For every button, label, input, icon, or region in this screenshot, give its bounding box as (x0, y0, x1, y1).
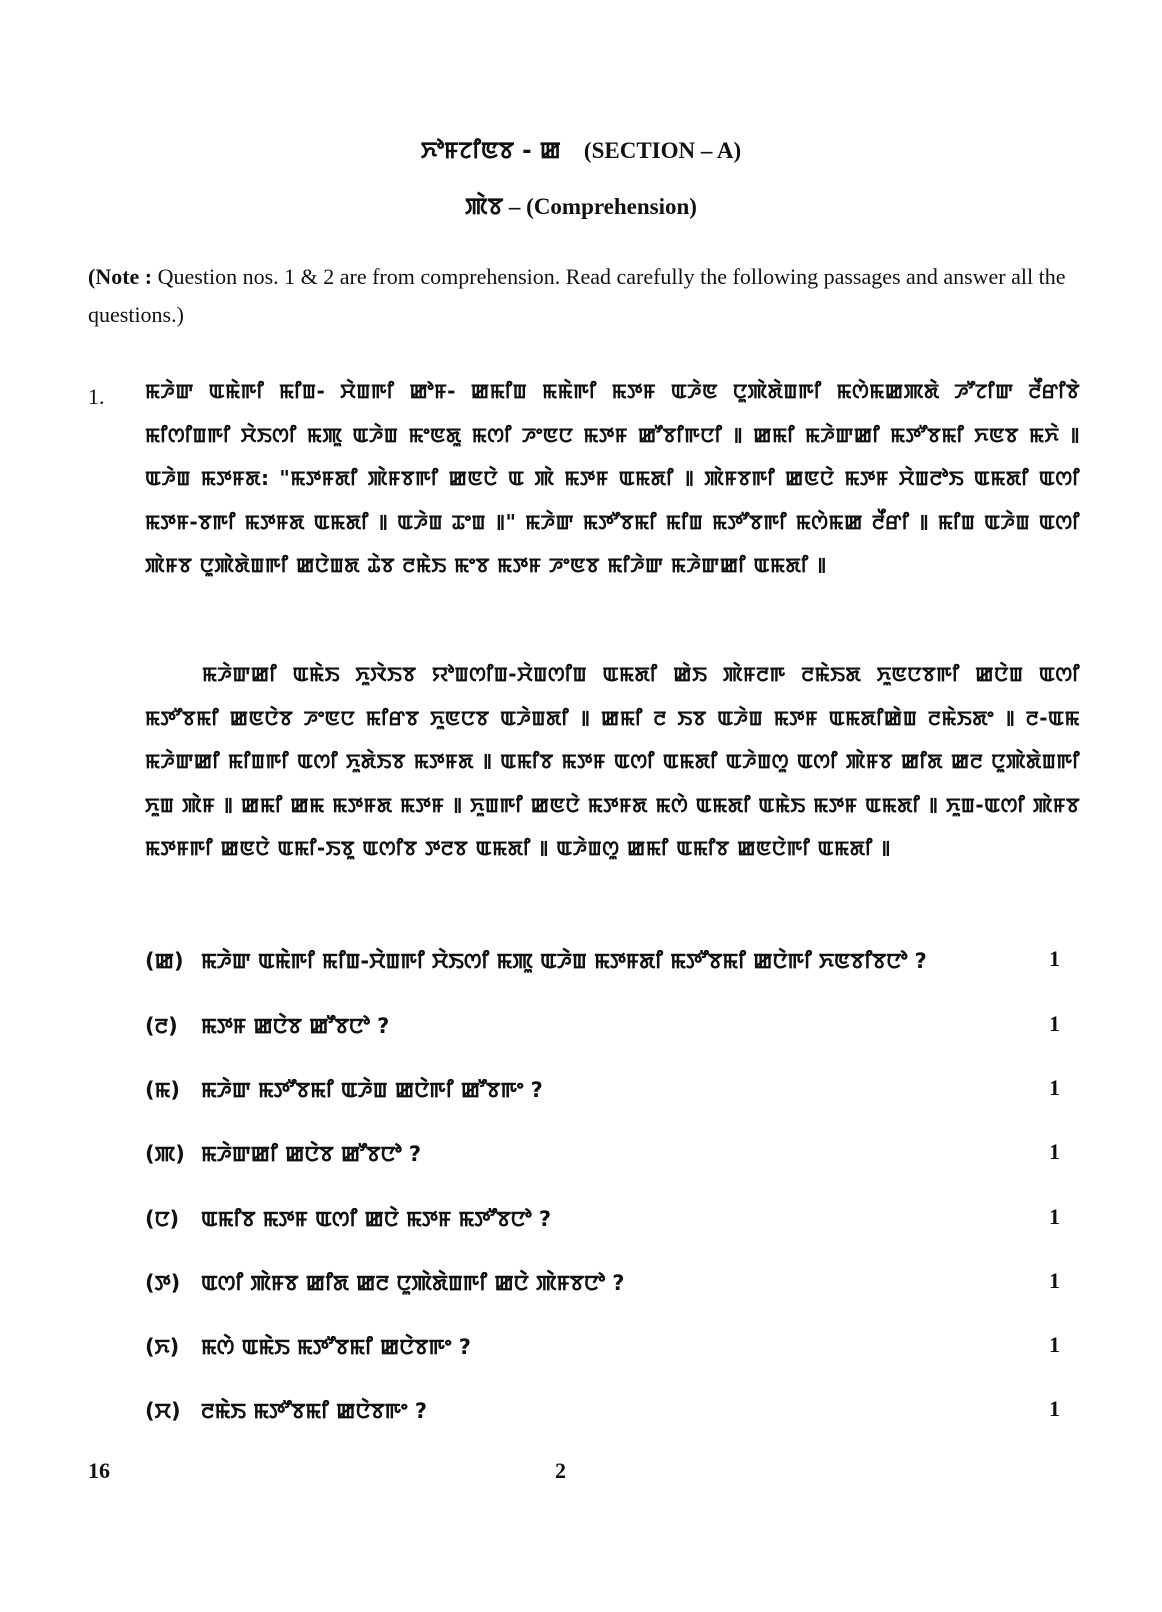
sub-question-label: (ꯅ) (145, 1207, 180, 1231)
sub-heading-meitei: ꯄꯥꯕ (465, 194, 504, 220)
sub-heading (0, 190, 1162, 222)
note-label: (Note : (88, 264, 153, 289)
sub-question-label: (ꯄ) (145, 1142, 185, 1166)
sub-question-mark: 1 (1049, 1011, 1060, 1036)
sub-question-mark: 1 (1049, 1139, 1060, 1164)
footer-code: 16 (88, 1458, 110, 1483)
section-heading-english: (SECTION – A) (583, 138, 742, 163)
sub-question-text: ꯑꯁꯤ ꯄꯥꯝꯕ ꯀꯤꯗ ꯀꯂ ꯅꯨꯄꯥꯗꯥꯡꯒꯤ ꯀꯅꯥ ꯄꯥꯝꯕꯅꯣ ? (201, 1271, 625, 1295)
sub-question (145, 1139, 1060, 1179)
sub-question-label: (ꯀ) (145, 949, 184, 973)
section-heading-meitei: ꯈꯣꯝꯖꯤꯟꯕ - ꯀ (420, 138, 561, 164)
sub-question-text: ꯃꯇꯝ ꯀꯅꯥꯕ ꯀꯧꯕꯅꯣ ? (201, 1014, 390, 1038)
sub-question-label: (ꯆ) (145, 1399, 181, 1423)
sub-question-mark: 1 (1049, 1396, 1060, 1421)
sub-question (145, 1204, 1060, 1244)
sub-question (145, 946, 1060, 986)
sub-question-text: ꯑꯃꯤꯕ ꯃꯇꯝ ꯑꯁꯤ ꯀꯅꯥ ꯃꯇꯝ ꯃꯇꯧꯕꯅꯣ ? (201, 1207, 552, 1231)
sub-question-label: (ꯈ) (145, 1335, 180, 1359)
sub-question-mark: 1 (1049, 1268, 1060, 1293)
sub-question-mark: 1 (1049, 1204, 1060, 1229)
sub-question-label: (ꯃ) (145, 1078, 180, 1102)
sub-question (145, 1075, 1060, 1115)
note-text: Question nos. 1 & 2 are from comprehension. Read carefully the following passages and answer all the questions.) (88, 264, 1066, 327)
note (88, 258, 1078, 334)
sub-question (145, 1011, 1060, 1051)
sub-question-label: (ꯇ) (145, 1271, 181, 1295)
sub-question (145, 1268, 1060, 1308)
sub-question-text: ꯃꯁꯥ ꯑꯃꯥꯏ ꯃꯇꯧꯕꯃꯤ ꯀꯅꯥꯕꯒꯦ ? (201, 1335, 471, 1359)
sub-question-text: ꯃꯍꯥꯛ ꯃꯇꯧꯕꯃꯤ ꯑꯍꯥꯡ ꯀꯅꯥꯒꯤ ꯀꯧꯕꯒꯦ ? (201, 1078, 543, 1102)
section-heading (0, 134, 1162, 166)
passage-paragraph-2: ꯃꯍꯥꯛꯀꯤ ꯑꯃꯥꯏ ꯈꯨꯋꯥꯏꯕ ꯌꯣꯡꯁꯤꯡ-ꯆꯥꯡꯁꯤꯡ ꯑꯃꯗꯤ ꯀꯥꯏ ꯄꯥꯝꯂꯒ ꯂꯃꯥꯏꯗ ꯈꯨꯟꯅꯕꯒꯤ ꯀꯅꯥꯡ ꯑꯁꯤ ꯃꯇꯧꯕꯃꯤ ꯀꯟꯅꯥꯕ ꯍꯦꯟꯅ ꯃꯤꯔꯕ ꯈꯨꯟꯅꯕ ꯑꯍꯥꯡꯗꯤ ꯫ ꯀꯃꯤ ꯂ ꯏꯕ ꯑꯍꯥꯡ ꯃꯇꯝ ꯑꯃꯗꯤꯀꯥꯡ ꯂꯃꯥꯏꯗꯦ ꯫ ꯂ-ꯑꯃ ꯃꯍꯥꯛꯀꯤ ꯃꯤꯡꯒꯤ ꯑꯁꯤ ꯈꯨꯗꯥꯏꯕ ꯃꯇꯝꯗ ꯫ ꯑꯃꯤꯕ ꯃꯇꯝ ꯑꯁꯤ ꯑꯃꯗꯤ ꯑꯍꯥꯡꯁꯨ ꯑꯁꯤ ꯄꯥꯝꯕ ꯀꯤꯗ ꯀꯂ ꯅꯨꯄꯥꯗꯥꯡꯒꯤ ꯈꯨꯡ ꯄꯥꯝ ꯫ ꯀꯃꯤ ꯀꯃ ꯃꯇꯝꯗ ꯃꯇꯝ ꯫ ꯈꯨꯡꯒꯤ ꯀꯟꯅꯥ ꯃꯇꯝꯗ ꯃꯁꯥ ꯑꯃꯗꯤ ꯑꯃꯥꯏ ꯃꯇꯝ ꯑꯃꯗꯤ ꯫ ꯈꯨꯡ-ꯑꯁꯤ ꯄꯥꯝꯕ ꯃꯇꯝꯒꯤ ꯀꯟꯅꯥ ꯑꯃꯤ-ꯏꯕꯨ ꯑꯁꯤꯕ ꯇꯂꯕ ꯑꯃꯗꯤ ꯫ ꯑꯍꯥꯡꯁꯨ ꯀꯃꯤ ꯑꯃꯤꯕ ꯀꯟꯅꯥꯒꯤ ꯑꯃꯗꯤ ꯫ (145, 662, 1080, 860)
sub-question-mark: 1 (1049, 1075, 1060, 1100)
footer-page-number: 2 (555, 1458, 566, 1483)
sub-question-text: ꯃꯍꯥꯛ ꯑꯃꯥꯒꯤ ꯃꯤꯡ-ꯆꯥꯡꯒꯤ ꯆꯥꯏꯁꯤ ꯃꯄꯨ ꯑꯍꯥꯡ ꯃꯇꯝꯗꯤ ꯃꯇꯧꯕꯃꯤ ꯀꯅꯥꯒꯤ ꯈꯟꯕꯤꯕꯅꯣ ? (201, 949, 927, 973)
sub-question (145, 1332, 1060, 1372)
passage-paragraph-1: ꯃꯍꯥꯛ ꯑꯃꯥꯒꯤ ꯃꯤꯡ- ꯆꯥꯡꯒꯤ ꯀꯣꯝ- ꯀꯃꯤꯡ ꯃꯃꯥꯒꯤ ꯃꯇꯝ ꯑꯍꯥꯟ ꯅꯨꯄꯥꯗꯥꯡꯒꯤ ꯃꯁꯥꯃꯀꯄꯗꯥ ꯍꯧꯖꯤꯛ ꯂꯩꯔꯤꯕꯥ ꯃꯤꯁꯤꯡꯒꯤ ꯆꯥꯏꯁꯤ ꯃꯄꯨ ꯑꯍꯥꯡ ꯃꯦꯟꯗꯨ ꯃꯁꯤ ꯍꯦꯟꯅ ꯃꯇꯝ ꯀꯧꯕꯤꯒꯅꯤ ꯫ ꯀꯃꯤ ꯃꯍꯥꯛꯀꯤ ꯃꯇꯧꯕꯃꯤ ꯈꯟꯕ ꯃꯈꯥ ꯫ ꯑꯍꯥꯡ ꯃꯇꯝꯗ: "ꯃꯇꯝꯗꯤ ꯄꯥꯝꯕꯒꯤ ꯀꯟꯅꯥ ꯑ ꯄꯥ ꯃꯇꯝ ꯑꯃꯗꯤ ꯫ ꯄꯥꯝꯕꯒꯤ ꯀꯟꯅꯥ ꯃꯇꯝ ꯆꯥꯡꯂꯣꯏ ꯑꯃꯗꯤ ꯑꯁꯤ ꯃꯇꯝ-ꯕꯒꯤ ꯃꯇꯝꯗ ꯑꯃꯗꯤ ꯫ ꯑꯍꯥꯡ ꯊꯦꯡ ꯫" ꯃꯍꯥꯛ ꯃꯇꯧꯕꯃꯤ ꯃꯤꯡ ꯃꯇꯧꯕꯒꯤ ꯃꯁꯥꯃꯀ ꯂꯩꯔꯤ ꯫ ꯃꯤꯡ ꯑꯍꯥꯡ ꯑꯁꯤ ꯄꯥꯝꯕ ꯅꯨꯄꯥꯗꯥꯡꯒꯤ ꯀꯅꯥꯡꯗ ꯊꯥꯕ ꯂꯃꯥꯏ ꯃꯦꯕ ꯃꯇꯝ ꯍꯦꯟꯕ ꯃꯤꯍꯥꯛ ꯃꯍꯥꯛꯀꯤ ꯑꯃꯗꯤ ꯫ (145, 379, 1080, 577)
sub-question (145, 1396, 1060, 1436)
sub-heading-english: – (Comprehension) (508, 194, 697, 219)
sub-question-text: ꯂꯃꯥꯏ ꯃꯇꯧꯕꯃꯤ ꯀꯅꯥꯕꯒꯦ ? (201, 1399, 428, 1423)
sub-question-mark: 1 (1049, 946, 1060, 971)
question-number: 1. (88, 384, 105, 409)
sub-question-label: (ꯂ) (145, 1014, 178, 1038)
sub-question-text: ꯃꯍꯥꯛꯀꯤ ꯀꯅꯥꯕ ꯀꯧꯕꯅꯣ ? (201, 1142, 422, 1166)
sub-question-mark: 1 (1049, 1332, 1060, 1357)
